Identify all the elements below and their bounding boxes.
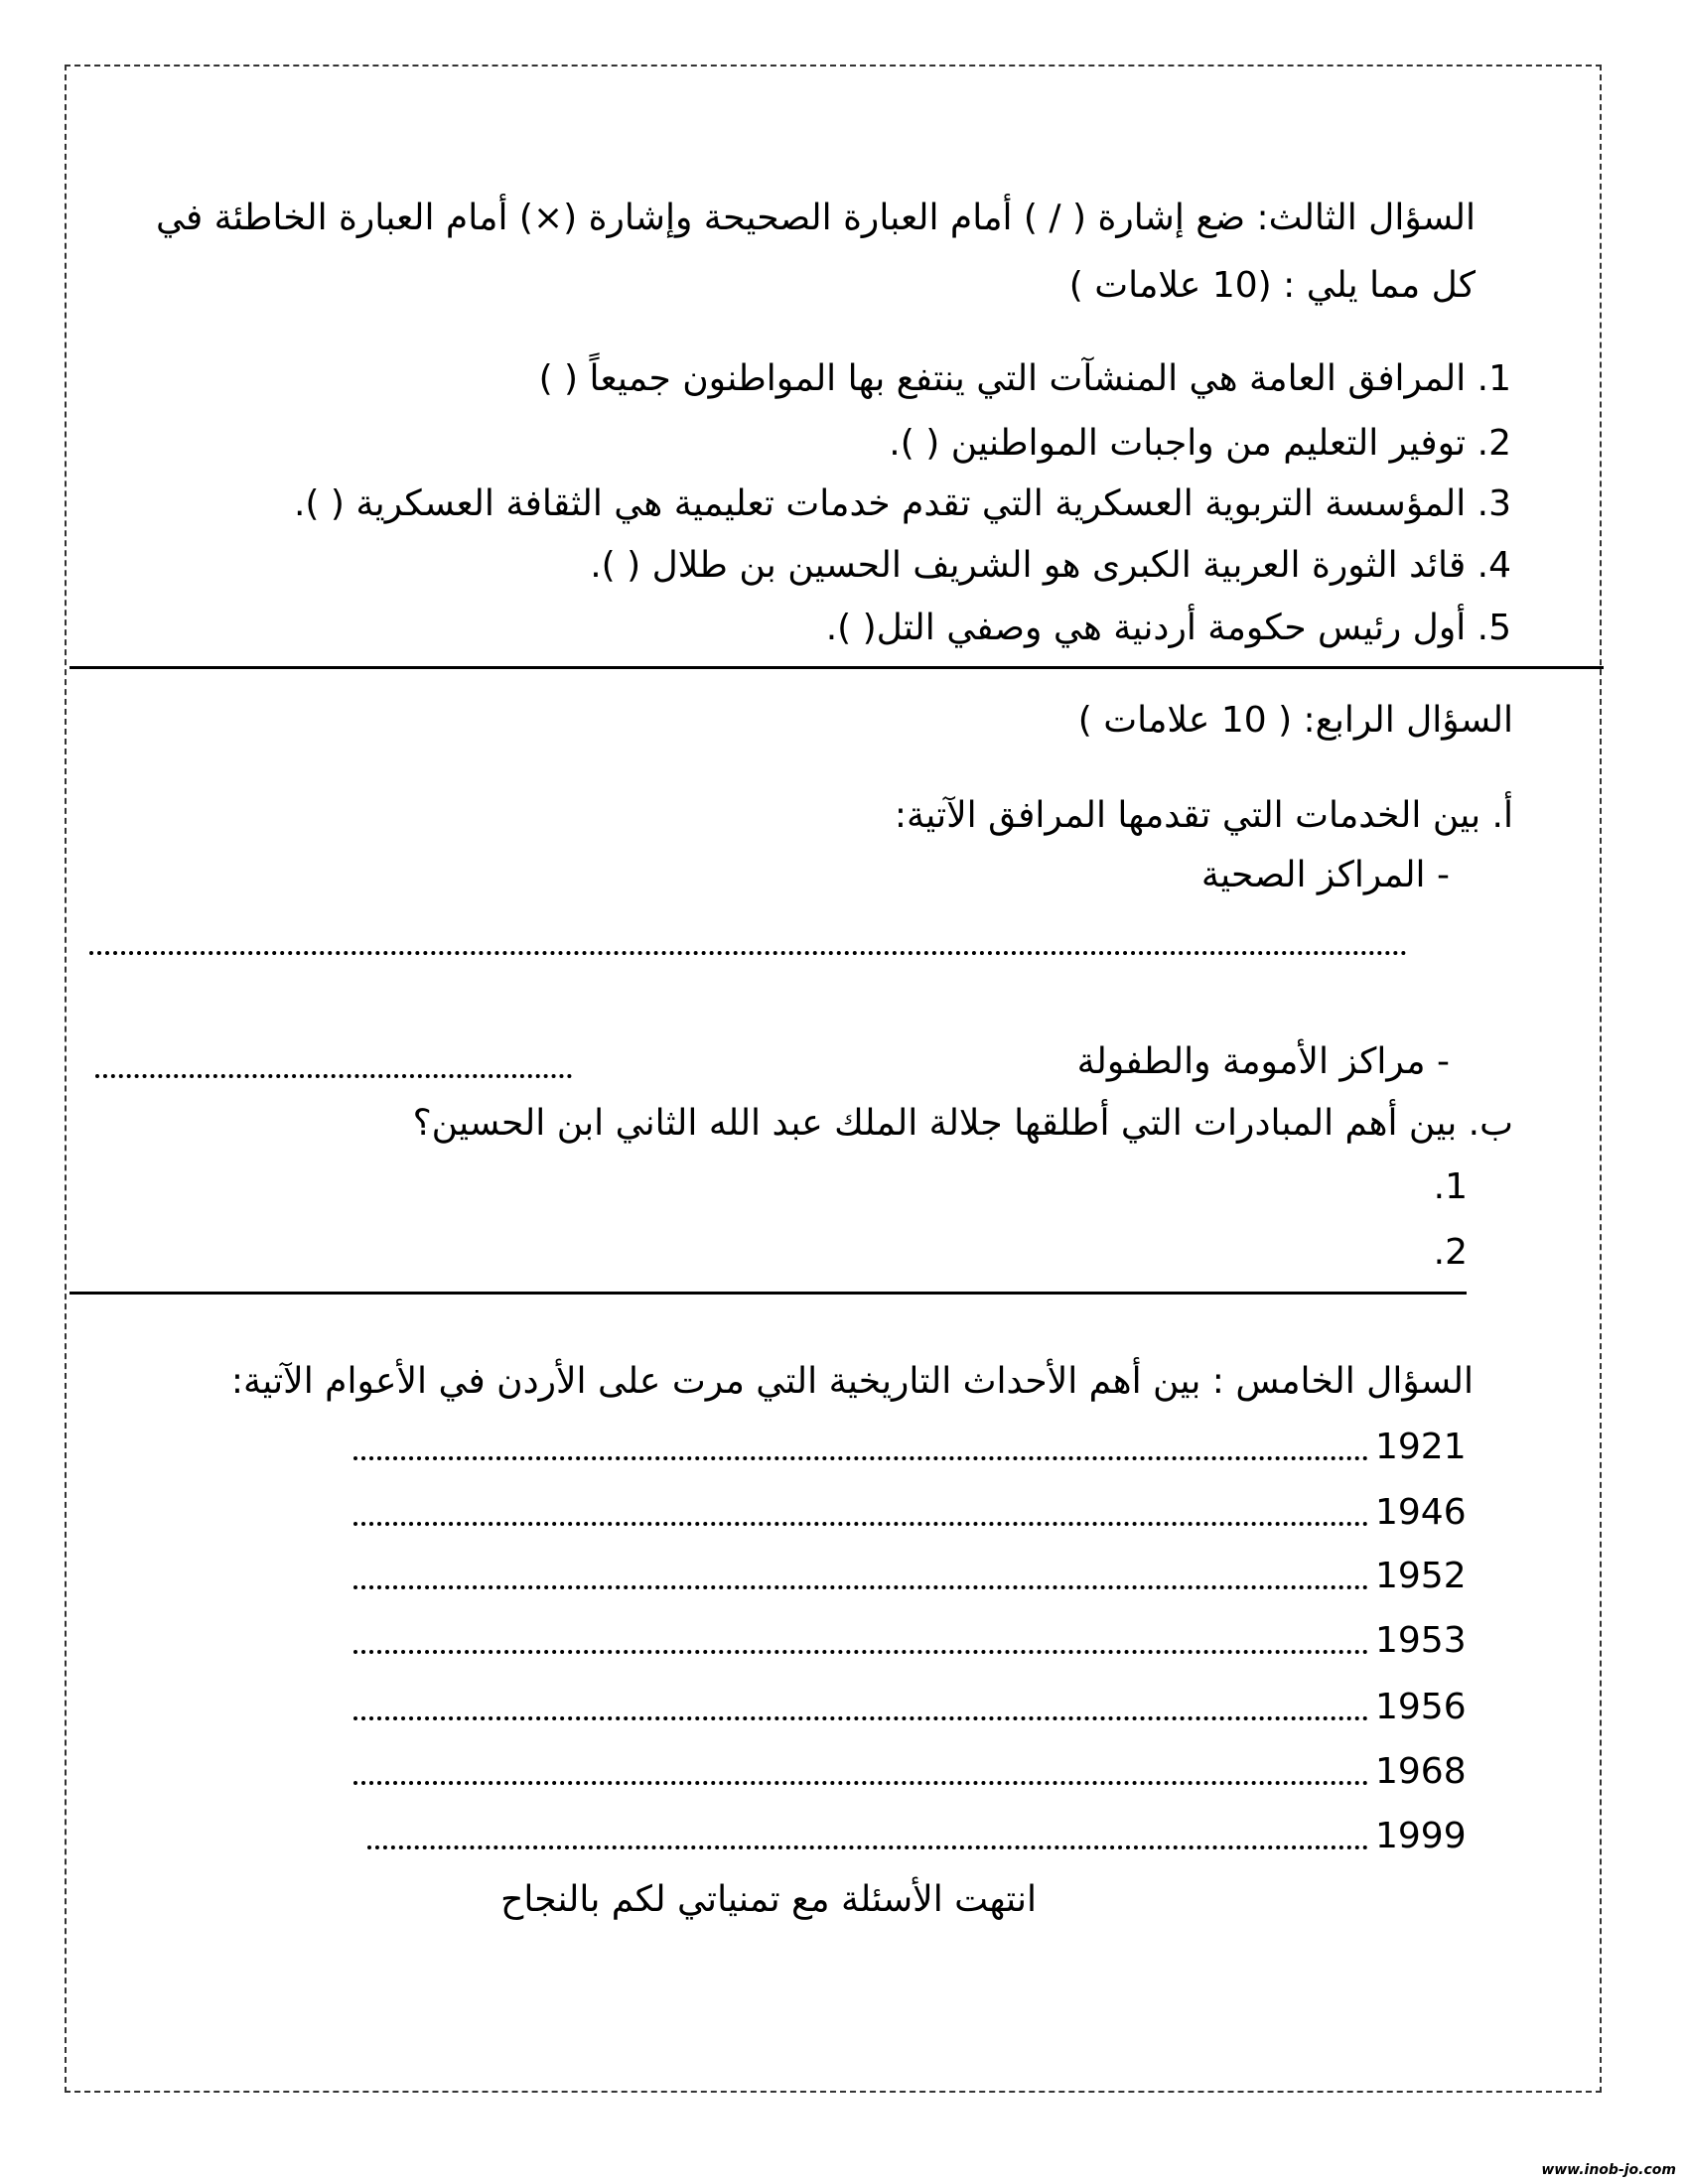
q3-title-line2: كل مما يلي : (10 علامات ): [1068, 265, 1476, 306]
answer-line: [353, 1650, 1368, 1654]
year-label: 1921: [1375, 1427, 1467, 1467]
answer-line: [353, 1585, 1368, 1589]
q3-item-5: 5. أول رئيس حكومة أردنية هي وصفي التل( ).: [825, 608, 1511, 648]
q3-title-line1: السؤال الثالث: ضع إشارة ( / ) أمام العبارة الصحيحة وإشارة (×) أمام العبارة الخاطئة في: [155, 198, 1476, 238]
answer-line: [95, 1074, 572, 1078]
answer-line: [353, 1716, 1368, 1720]
closing-message: انتهت الأسئلة مع تمنياتي لكم بالنجاح: [500, 1879, 1037, 1920]
section-divider: [70, 1292, 1467, 1295]
year-label: 1953: [1375, 1620, 1467, 1661]
year-label: 1946: [1375, 1492, 1467, 1533]
q4-answer-1: .1: [1433, 1166, 1468, 1207]
q4-health-centers: - المراكز الصحية: [1200, 855, 1450, 895]
q4-part-a: أ. بين الخدمات التي تقدمها المرافق الآتية:: [894, 795, 1513, 836]
q3-item-2: 2. توفير التعليم من واجبات المواطنين ( ).: [889, 423, 1511, 464]
year-label: 1952: [1375, 1556, 1467, 1596]
answer-line: [367, 1845, 1368, 1849]
q3-item-1: 1. المرافق العامة هي المنشآت التي ينتفع بها المواطنون جميعاً ( ): [538, 358, 1511, 399]
q4-part-b: ب. بين أهم المبادرات التي أطلقها جلالة الملك عبد الله الثاني ابن الحسين؟: [412, 1103, 1513, 1144]
q3-item-3: 3. المؤسسة التربوية العسكرية التي تقدم خدمات تعليمية هي الثقافة العسكرية ( ).: [293, 483, 1511, 524]
year-label: 1956: [1375, 1687, 1467, 1727]
year-label: 1999: [1375, 1816, 1467, 1856]
year-label: 1968: [1375, 1751, 1467, 1792]
q3-item-4: 4. قائد الثورة العربية الكبرى هو الشريف الحسين بن طلال ( ).: [590, 545, 1511, 586]
answer-line: [89, 951, 1407, 955]
q5-title: السؤال الخامس : بين أهم الأحداث التاريخية التي مرت على الأردن في الأعوام الآتية:: [230, 1361, 1474, 1402]
q4-maternity-centers: - مراكز الأمومة والطفولة: [1076, 1041, 1450, 1082]
answer-line: [353, 1522, 1368, 1526]
answer-line: [353, 1456, 1368, 1460]
watermark: www.inob-jo.com: [1541, 2162, 1676, 2178]
q4-title: السؤال الرابع: ( 10 علامات ): [1077, 700, 1513, 741]
q4-answer-2: .2: [1433, 1232, 1468, 1273]
answer-line: [353, 1781, 1368, 1785]
section-divider: [70, 666, 1604, 669]
